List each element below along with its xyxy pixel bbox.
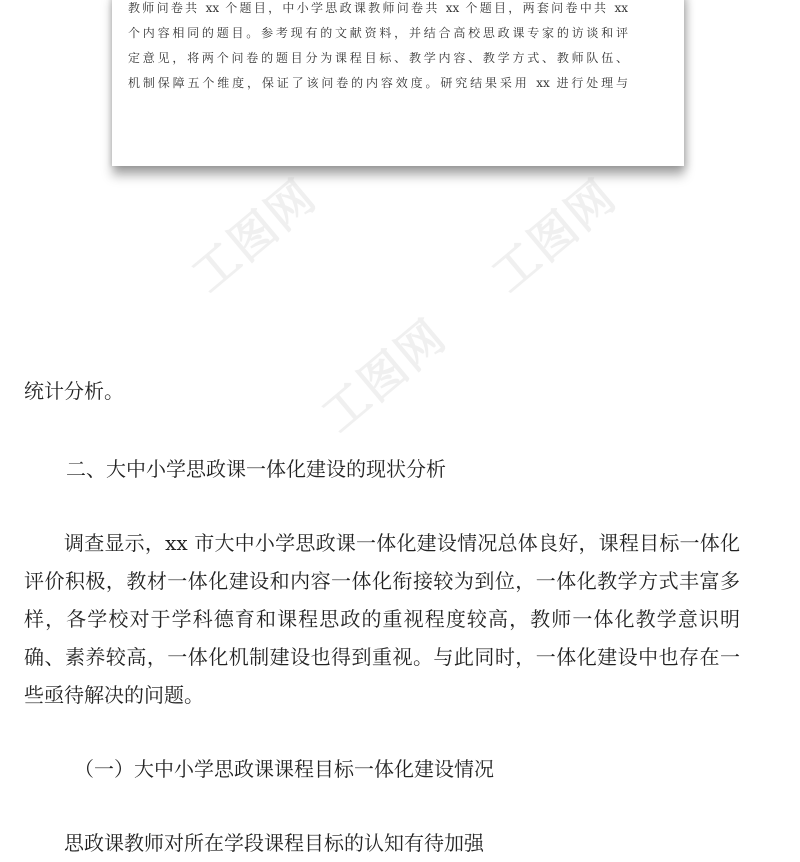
continuation-text: 统计分析。 [24, 379, 124, 403]
body-paragraph: 调查显示，xx 市大中小学思政课一体化建设情况总体良好，课程目标一体化评价积极，教材一体化建设和内容一体化衔接较为到位，一体化教学方式丰富多样，各学校对于学科德育和课程思政的重视程度较高，教师一体化教学意识明确、素养较高，一体化机制建设也得到重视。与此同时，一体化建设中也存在一些亟待解决的问题。 [24, 531, 740, 707]
subsection-paragraph: 思政课教师对所在学段课程目标的认知有待加强 [64, 831, 484, 855]
subsection-heading: （一）大中小学思政课课程目标一体化建设情况 [74, 757, 494, 781]
preview-line: 个内容相同的题目。参考现有的文献资料，并结合高校思政课专家的访谈和评 [128, 26, 628, 40]
section-heading: 二、大中小学思政课一体化建设的现状分析 [66, 457, 446, 481]
document-preview-text [128, 0, 628, 96]
preview-line: 机制保障五个维度，保证了该问卷的内容效度。研究结果采用 xx 进行处理与 [128, 76, 628, 90]
watermark: 工图网 [481, 168, 627, 303]
watermark: 工图网 [181, 168, 327, 303]
preview-line: 定意见，将两个问卷的题目分为课程目标、教学内容、教学方式、教师队伍、 [128, 51, 628, 65]
watermark: 工图网 [311, 308, 457, 443]
preview-line: 教师问卷共 xx 个题目，中小学思政课教师问卷共 xx 个题目，两套问卷中共 xx [128, 1, 628, 15]
document-body [24, 372, 740, 862]
